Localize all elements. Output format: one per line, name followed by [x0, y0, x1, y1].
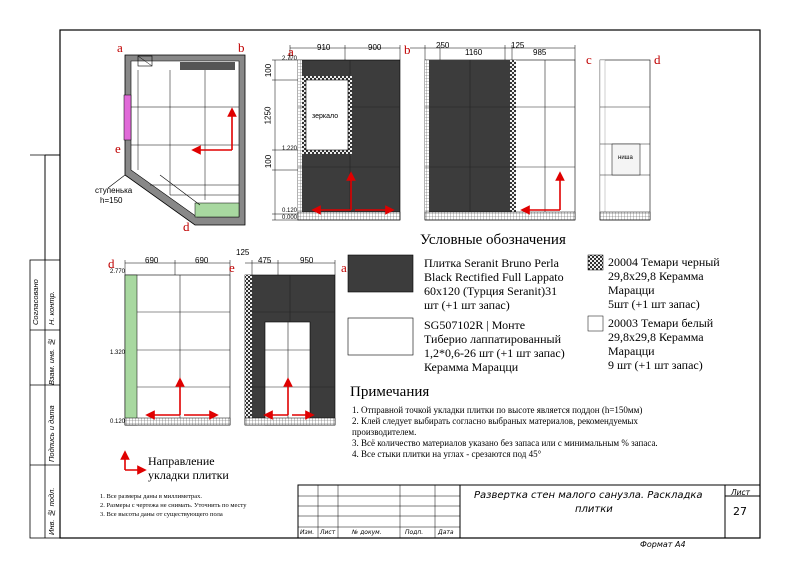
legend-item-black-mosaic: 20004 Темари черный 29,8х29,8 Керамма Марацци 5шт (+1 шт запас) [608, 255, 720, 311]
legend-swatch-black-mosaic [588, 255, 603, 270]
dim-1250: 1250 [263, 106, 273, 125]
level-2770: 2.770 [282, 56, 298, 62]
point-label-e: e [115, 141, 121, 156]
sheet-number: 27 [733, 505, 747, 518]
dim-1160: 1160 [465, 48, 483, 57]
dim-475: 475 [258, 256, 272, 265]
point-label-a: a [341, 260, 347, 275]
legend-swatch-dark [348, 255, 413, 292]
point-label-a: a [288, 44, 294, 59]
legend-swatch-light [348, 318, 413, 355]
drawing-title-2: плитки [575, 504, 613, 515]
point-label-b: b [238, 40, 245, 55]
level-1220: 1.220 [282, 146, 298, 152]
stamp-col-rev: Изм. [300, 529, 315, 536]
mirror-label: зеркало [312, 113, 339, 120]
side-approved: Согласовано [31, 279, 40, 325]
niche-label: ниша [618, 155, 633, 161]
legend-item-white-mosaic: 20003 Темари белый 29,8х29,8 Керамма Марацци 9 шт (+1 шт запас) [608, 316, 714, 372]
direction-label-2: укладки плитки [148, 468, 229, 482]
legend-title: Условные обозначения [420, 232, 566, 248]
notes-title: Примечания [350, 384, 430, 400]
stamp-col-sheet: Лист [320, 529, 336, 536]
side-replace-inv: Взам. инв. № [47, 337, 56, 385]
direction-label: Направление [148, 454, 215, 468]
stamp-col-sign: Подп. [405, 529, 424, 536]
point-label-c: c [586, 52, 592, 67]
step-label: ступенька [95, 186, 133, 195]
dim-910: 910 [317, 43, 331, 52]
sheet-label: Лист [731, 488, 751, 497]
point-label-b: b [404, 42, 411, 57]
dim-250: 250 [436, 41, 450, 50]
wall-a-elevation [272, 45, 400, 220]
point-label-d: d [108, 256, 115, 271]
notes-list: 1. Отправной точкой укладки плитки по высоте является поддон (h=150мм) 2. Клей следует выбирать согласно выбраных материалов, рекомендуемых производителем. 3. Всё количество материалов указано без запаса или с минимальным % запаса. 4. Все стыки плитки на углах - срезаются под 45° [352, 405, 658, 459]
wall-e-elevation [245, 260, 335, 425]
bathroom-plan [108, 55, 245, 225]
level-2770: 2.770 [110, 269, 126, 275]
wall-b-elevation [410, 45, 575, 220]
stamp-col-doc: № докум. [352, 529, 382, 536]
level-1320: 1.320 [110, 350, 126, 356]
drawing-title: Развертка стен малого санузла. Раскладка [474, 490, 703, 501]
legend-item-light: SG507102R | Монте Тиберио лаппатированный 1,2*0,6-26 шт (+1 шт запас) Керамма Марацци [424, 318, 565, 374]
stamp-col-date: Дата [438, 529, 454, 536]
dim-100: 100 [264, 63, 274, 78]
level-0120: 0.120 [110, 419, 126, 425]
point-label-e: e [229, 260, 235, 275]
step-height: h=150 [100, 196, 123, 205]
legend-swatch-white-mosaic [588, 316, 603, 331]
point-label-d: d [183, 219, 190, 234]
side-inv-orig: Инв. № подл. [47, 487, 56, 535]
dim-690: 690 [195, 256, 209, 265]
dim-125: 125 [511, 41, 525, 50]
point-label-a: a [117, 40, 123, 55]
level-0000: 0.000 [282, 215, 298, 221]
dim-950: 950 [300, 256, 314, 265]
wall-d2-elevation [125, 260, 230, 425]
dim-985: 985 [533, 48, 547, 57]
level-0120: 0.120 [282, 208, 298, 214]
dim-100: 100 [264, 154, 274, 169]
footnotes: 1. Все размеры даны в миллиметрах. 2. Размеры с чертежа не снимать. Уточнить по месту 3. Все высоты даны от существующего пола [100, 493, 247, 518]
side-norm-control: Н. контр. [47, 291, 56, 325]
wall-d-niche-elevation [600, 60, 650, 220]
point-label-d: d [654, 52, 661, 67]
legend-item-dark: Плитка Seranit Bruno Perla Black Rectified Full Lappato 60х120 (Турция Seranit)31 шт (+1 шт запас) [424, 256, 564, 312]
dim-900: 900 [368, 43, 382, 52]
dim-690: 690 [145, 256, 159, 265]
side-sign-date: Подпись и дата [47, 405, 56, 462]
format-label: Формат А4 [640, 540, 686, 549]
dim-125: 125 [236, 248, 250, 257]
